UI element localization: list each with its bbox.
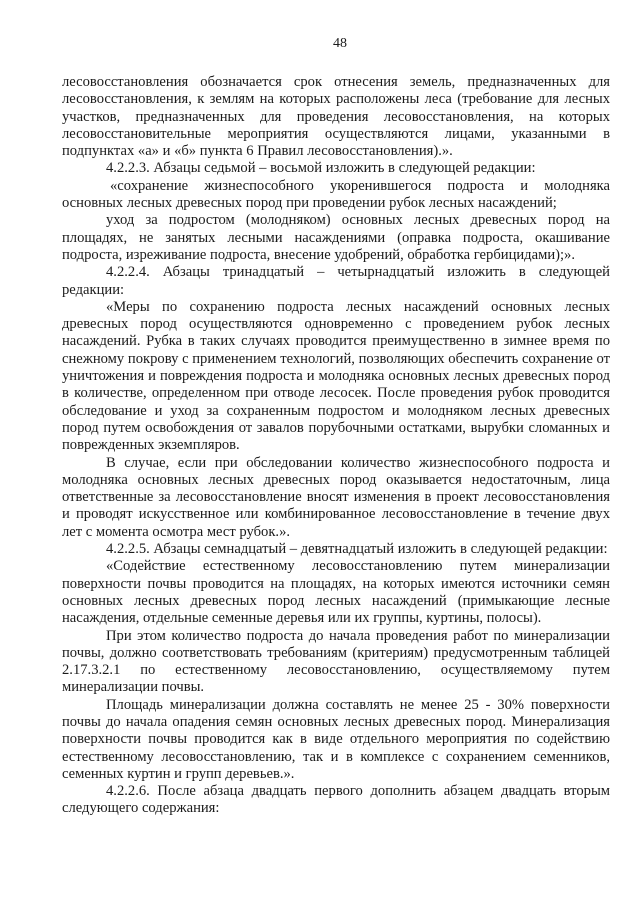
page-number: 48 xyxy=(333,36,347,51)
paragraph-quote-preservation: «сохранение жизнеспособного укоренившегося подроста и молодняка основных лесных древесных пород при проведении рубок лесных насаждений; xyxy=(62,177,610,212)
paragraph-continuation: лесовосстановления обозначается срок отнесения земель, предназначенных для лесовосстановления, к землям на которых расположены леса (требование для лесных участков, предназначенных для проведения лесовосстановления, на которых лесовосстановительные мероприятия осуществляются лицами, указанными в подпунктах «а» и «б» пункта 6 Правил лесовосстановления).». xyxy=(62,74,610,160)
paragraph-4-2-2-4: 4.2.2.4. Абзацы тринадцатый – четырнадцатый изложить в следующей редакции: xyxy=(62,264,610,298)
paragraph-insufficient-undergrowth: В случае, если при обследовании количество жизнеспособного подроста и молодняка основных лесных древесных пород оказывается недостаточным, лица ответственные за лесовосстановление вносят изменения в проект лесовосстановления и проводят искусственное или комбинированное лесовосстановление в течение двух лет с момента осмотра мест рубок.». xyxy=(62,454,610,540)
paragraph-undergrowth-criteria: При этом количество подроста до начала проведения работ по минерализации почвы, должно соответствовать требованиям (критериям) предусмотренным таблицей 2.17.3.2.1 по естественному лесовосстановлению, осуществляемому путем минерализации почвы. xyxy=(62,627,610,696)
paragraph-quote-mineralization: «Содействие естественному лесовосстановлению путем минерализации поверхности почвы проводится на площадях, на которых имеются источники семян основных лесных древесных пород лесных насаждений (примыкающие лесные насаждения, отдельные семенные деревья или их группы, куртины, полосы). xyxy=(62,558,610,627)
paragraph-mineralization-area: Площадь минерализации должна составлять не менее 25 - 30% поверхности почвы до начала опадения семян основных лесных древесных пород. Минерализация поверхности почвы проводится как в виде отдельного мероприятия по содействию естественному лесовосстановлению, так и в комплексе с сохранением семенников, семенных куртин и групп деревьев.». xyxy=(62,696,610,782)
paragraph-4-2-2-3: 4.2.2.3. Абзацы седьмой – восьмой изложить в следующей редакции: xyxy=(106,160,536,177)
paragraph-quote-measures: «Меры по сохранению подроста лесных насаждений основных лесных древесных пород осуществляются одновременно с проведением рубок лесных насаждений. Рубка в таких случаях проводится преимущественно в зимнее время по снежному покрову с применением технологий, позволяющих обеспечить сохранение от уничтожения и повреждения подроста и молодняка основных лесных древесных пород в количестве, определенном при отводе лесосек. После проведения рубок проводится обследование и уход за сохраненным подростом и молодняком лесных древесных пород путем освобождения от завалов порубочными остатками, вырубки сломанных и поврежденных экземпляров. xyxy=(62,298,610,454)
paragraph-quote-care: уход за подростом (молодняком) основных лесных древесных пород на площадях, не занятых лесными насаждениями (оправка подроста, окашивание подроста, изреживание подроста, внесение удобрений, обработка гербицидами);». xyxy=(62,212,610,263)
paragraph-4-2-2-5: 4.2.2.5. Абзацы семнадцатый – девятнадцатый изложить в следующей редакции: xyxy=(106,541,608,558)
paragraph-4-2-2-6: 4.2.2.6. После абзаца двадцать первого дополнить абзацем двадцать вторым следующего содержания: xyxy=(62,783,610,817)
